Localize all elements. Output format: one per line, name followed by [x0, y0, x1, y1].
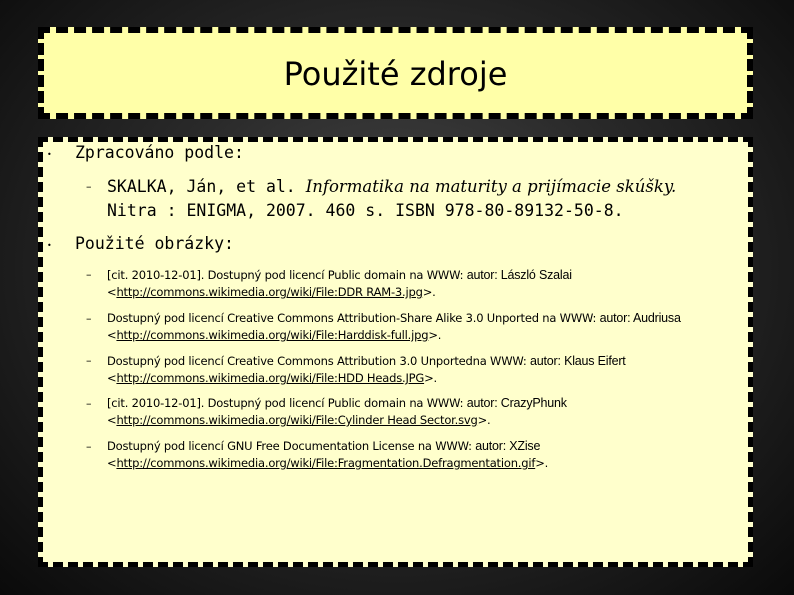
image-reference: [cit. 2010-12-01]. Dostupný pod licencí Public domain na WWW: autor: László Szalai <http://commons.wikimedia.org/wiki/File:DDR RAM-3.jpg>. [107, 268, 572, 299]
image-reference: Dostupný pod licencí Creative Commons Attribution-Share Alike 3.0 Unported na WWW: autor: Audriusa <http://commons.wikimedia.org/wiki/File:Harddisk-full.jpg>. [107, 311, 681, 342]
citation-title: Informatika na maturity a prijímacie skúšky. [305, 177, 677, 196]
ref-link[interactable]: http://commons.wikimedia.org/wiki/File:HDD Heads.JPG [116, 371, 425, 385]
ref-author: autor: CrazyPhunk [466, 396, 567, 410]
ref-link[interactable]: http://commons.wikimedia.org/wiki/File:Harddisk-full.jpg [116, 328, 429, 342]
bullet: • [47, 241, 52, 250]
citation-authors: SKALKA, Ján, et al. [107, 177, 306, 196]
ref-link[interactable]: http://commons.wikimedia.org/wiki/File:DDR RAM-3.jpg [116, 285, 423, 299]
list-dash: – [86, 354, 92, 367]
book-citation [107, 175, 676, 223]
list-dash: – [86, 312, 92, 325]
title-box [38, 27, 753, 119]
list-dash: – [86, 440, 92, 453]
ref-link[interactable]: http://commons.wikimedia.org/wiki/File:Cylinder Head Sector.svg [116, 413, 478, 427]
image-reference: Dostupný pod licencí Creative Commons Attribution 3.0 Unportedna WWW: autor: Klaus Eifert <http://commons.wikimedia.org/wiki/File:HDD Heads.JPG>. [107, 354, 626, 385]
slide-title: Použité zdroje [283, 55, 508, 93]
image-reference: [cit. 2010-12-01]. Dostupný pod licencí Public domain na WWW: autor: CrazyPhunk <http://commons.wikimedia.org/wiki/File:Cylinder Head Sector.svg>. [107, 396, 567, 427]
list-dash: – [86, 180, 92, 193]
ref-author: autor: XZise [475, 439, 541, 453]
bullet: • [47, 150, 52, 159]
ref-author: autor: Klaus Eifert [530, 354, 626, 368]
section-heading: Použité obrázky: [75, 234, 234, 253]
ref-link[interactable]: http://commons.wikimedia.org/wiki/File:Fragmentation.Defragmentation.gif [116, 456, 536, 470]
section-heading: Zpracováno podle: [75, 143, 244, 162]
list-dash: – [86, 268, 92, 281]
ref-author: autor: Audriusa [599, 311, 681, 325]
citation-publisher: Nitra : ENIGMA, 2007. 460 s. ISBN 978-80-89132-50-8. [107, 201, 624, 220]
list-dash: – [86, 397, 92, 410]
ref-author: autor: László Szalai [466, 268, 572, 282]
image-reference: Dostupný pod licencí GNU Free Documentation License na WWW: autor: XZise <http://commons.wikimedia.org/wiki/File:Fragmentation.Defragmentation.gif>. [107, 439, 549, 470]
